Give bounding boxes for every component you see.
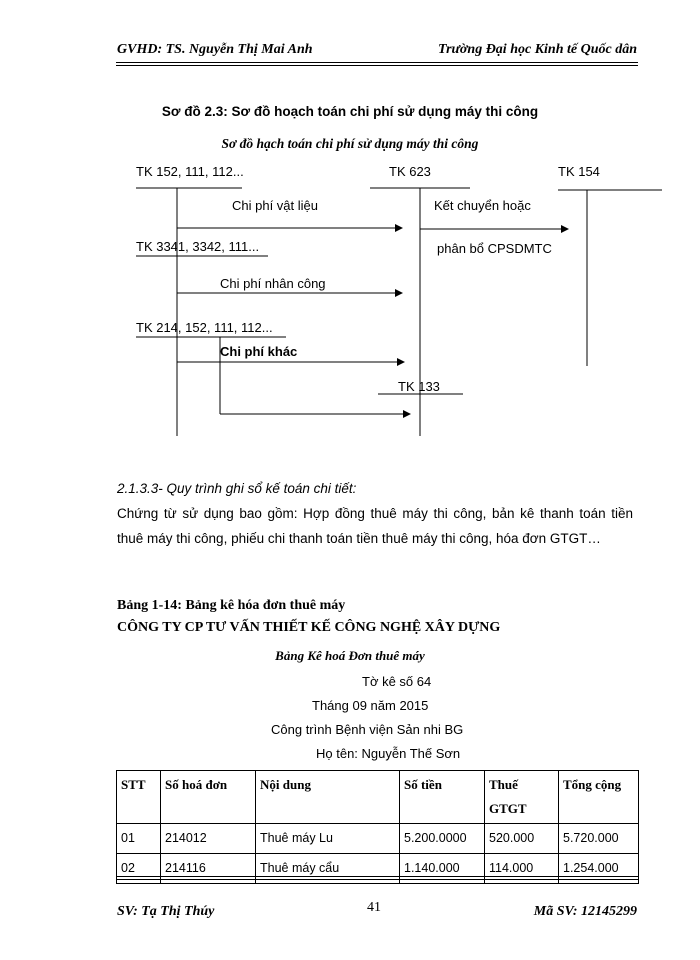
col-header-stt: STT xyxy=(117,771,161,824)
cell-vat: 520.000 xyxy=(485,824,559,854)
sheet-number: Tờ kê số 64 xyxy=(362,674,432,689)
invoice-list-title: Bảng Kê hoá Đơn thuê máy xyxy=(275,648,425,663)
figure-subtitle: Sơ đồ hạch toán chi phí sử dụng máy thi công xyxy=(221,136,479,151)
col-header-content: Nội dung xyxy=(256,771,400,824)
flow-transfer-2: phân bổ CPSDMTC xyxy=(437,241,552,256)
page-number: 41 xyxy=(367,900,381,915)
cell-invoice-no: 214012 xyxy=(161,824,256,854)
account-tk133: TK 133 xyxy=(398,379,440,394)
person-name: Họ tên: Nguyễn Thế Sơn xyxy=(316,746,461,761)
footer-rule-2 xyxy=(116,879,638,880)
account-tk154: TK 154 xyxy=(558,164,600,179)
cell-invoice-no: 214116 xyxy=(161,854,256,884)
cell-amount: 1.140.000 xyxy=(400,854,485,884)
figure-caption: Sơ đồ 2.3: Sơ đồ hoạch toán chi phí sử dụng máy thi công xyxy=(161,104,539,119)
cell-total: 5.720.000 xyxy=(559,824,639,854)
header-advisor: GVHD: TS. Nguyễn Thị Mai Anh xyxy=(117,42,313,57)
col-header-vat: Thuế GTGT xyxy=(485,771,559,824)
flow-other: Chi phí khác xyxy=(220,344,298,359)
account-tk214: TK 214, 152, 111, 112... xyxy=(136,320,273,335)
footer-rule xyxy=(116,876,638,877)
account-tk623: TK 623 xyxy=(389,164,431,179)
account-tk152: TK 152, 111, 112... xyxy=(136,164,244,179)
cell-amount: 5.200.0000 xyxy=(400,824,485,854)
section-heading: 2.1.3.3- Quy trình ghi sổ kế toán chi tiết: xyxy=(117,481,357,496)
header-university: Trường Đại học Kinh tế Quốc dân xyxy=(438,42,637,57)
flow-transfer-1: Kết chuyển hoặc xyxy=(434,198,531,213)
project-name: Công trình Bệnh viện Sản nhi BG xyxy=(271,722,464,737)
footer-student-id: Mã SV: 12145299 xyxy=(533,904,637,919)
cell-stt: 01 xyxy=(117,824,161,854)
col-header-invoice-no: Số hoá đơn xyxy=(161,771,256,824)
invoice-table xyxy=(116,770,639,884)
col-header-total: Tổng cộng xyxy=(559,771,639,824)
flow-material: Chi phí vật liệu xyxy=(232,198,318,213)
footer-student: SV: Tạ Thị Thúy xyxy=(117,904,215,919)
cell-stt: 02 xyxy=(117,854,161,884)
table-row xyxy=(117,824,639,854)
cell-content: Thuê máy Lu xyxy=(256,824,400,854)
sheet-month: Tháng 09 năm 2015 xyxy=(312,698,429,713)
cell-vat: 114.000 xyxy=(485,854,559,884)
account-tk3341: TK 3341, 3342, 111... xyxy=(136,239,260,254)
col-header-amount: Số tiền xyxy=(400,771,485,824)
cell-content: Thuê máy cẩu xyxy=(256,854,400,884)
table-header-row xyxy=(117,771,639,824)
section-paragraph-line2: thuê máy thi công, phiếu chi thanh toán tiền thuê máy thi công, hóa đơn GTGT… xyxy=(117,531,601,546)
table-caption: Bảng 1-14: Bảng kê hóa đơn thuê máy xyxy=(117,598,346,613)
flow-labor: Chi phí nhân công xyxy=(220,276,326,291)
company-name: CÔNG TY CP TƯ VẤN THIẾT KẾ CÔNG NGHỆ XÂY DỰNG xyxy=(117,620,501,635)
cell-total: 1.254.000 xyxy=(559,854,639,884)
section-paragraph-line1: Chứng từ sử dụng bao gồm: Hợp đồng thuê máy thi công, bản kê thanh toán tiền xyxy=(117,506,633,521)
